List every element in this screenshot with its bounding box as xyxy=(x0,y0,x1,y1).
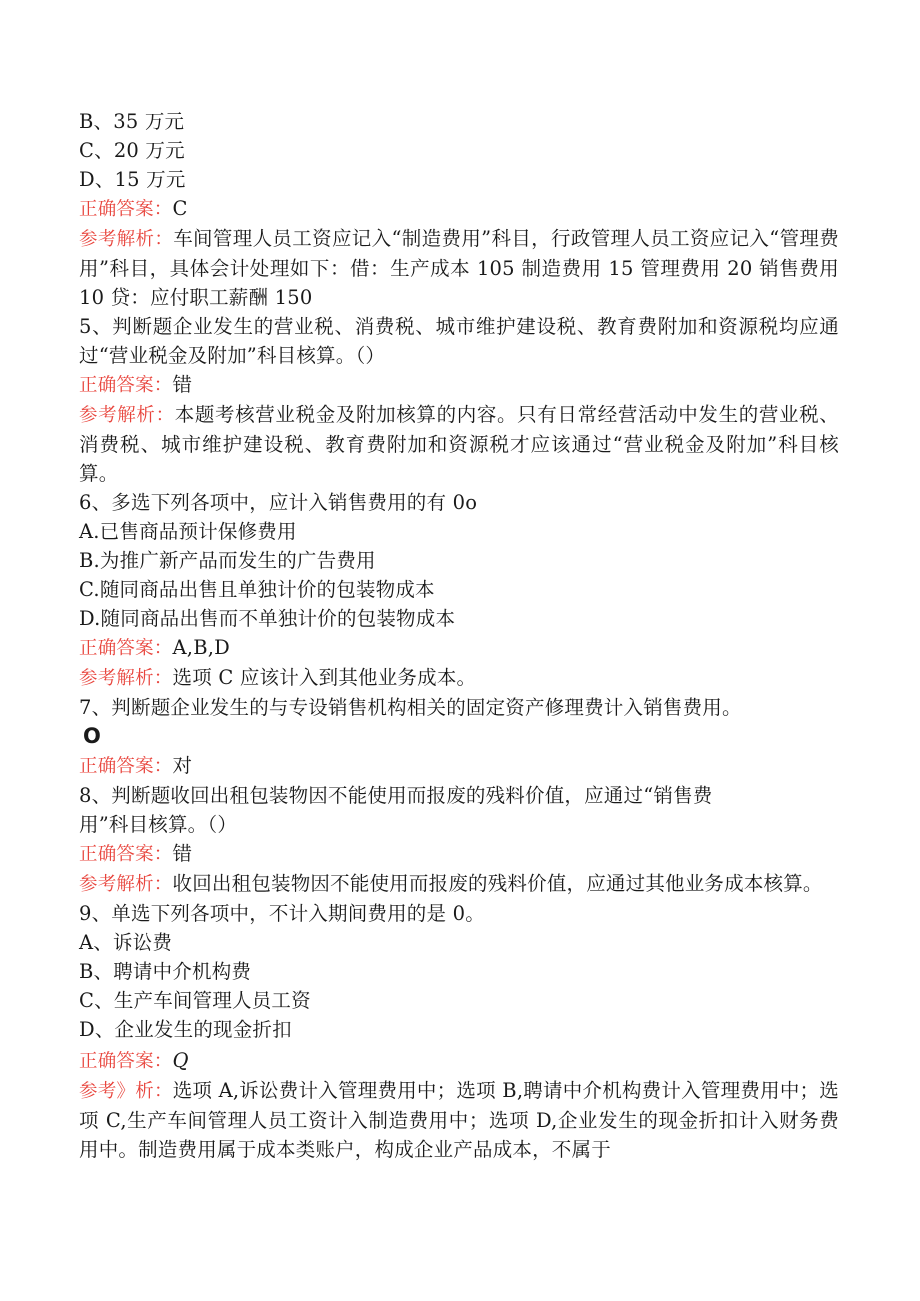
q9-question: 9、单选下列各项中，不计入期间费用的是 0。 xyxy=(79,902,485,925)
q8-analysis xyxy=(79,869,839,899)
answer-label: 正确答案： xyxy=(79,844,173,865)
answer-value: 错 xyxy=(172,842,193,865)
q7-blank-mark: O xyxy=(83,724,101,748)
analysis-label: 参考解析： xyxy=(79,229,174,250)
q5-question: 5、判断题企业发生的营业税、消费税、城市维护建设税、教育费附加和资源税均应通过“营业税金及附加”科目核算。（） xyxy=(79,315,839,367)
q5-answer xyxy=(79,370,839,400)
q6-analysis xyxy=(79,663,839,693)
q9-option-a: A、诉讼费 xyxy=(79,931,173,954)
analysis-text: 车间管理人员工资应记入“制造费用”科目，行政管理人员工资应记入“管理费用”科目，具体会计处理如下：借：生产成本 105 制造费用 15 管理费用 20 销售费用 10 贷：应付职工薪酬 150 xyxy=(79,227,839,309)
q6-question: 6、多选下列各项中，应计入销售费用的有 0o xyxy=(79,491,478,514)
q9-analysis xyxy=(79,1076,839,1164)
analysis-label: 参考解析： xyxy=(79,405,175,426)
q7-question: 7、判断题企业发生的与专设销售机构相关的固定资产修理费计入销售费用。 xyxy=(79,696,742,719)
q8-question-line1: 8、判断题收回出租包装物因不能使用而报废的残料价值，应通过“销售费 xyxy=(79,784,713,807)
answer-value: Q xyxy=(172,1049,189,1072)
answer-label: 正确答案： xyxy=(79,756,173,777)
analysis-label: 参考》析： xyxy=(79,1081,173,1102)
q6-option-b: B.为推广新产品而发生的广告费用 xyxy=(79,549,376,572)
analysis-text: 选项 C 应该计入到其他业务成本。 xyxy=(172,666,477,689)
analysis-text: 本题考核营业税金及附加核算的内容。只有日常经营活动中发生的营业税、消费税、城市维护建设税、教育费附加和资源税才应该通过“营业税金及附加”科目核算。 xyxy=(79,403,839,485)
answer-value: A,B,D xyxy=(172,636,230,659)
q6-answer xyxy=(79,633,839,663)
q4-analysis xyxy=(79,224,839,312)
q6-option-d: D.随同商品出售而不单独计价的包装物成本 xyxy=(79,607,456,630)
q7-answer xyxy=(79,751,839,781)
q8-answer xyxy=(79,839,839,869)
q4-option-c: C、20 万元 xyxy=(79,139,185,162)
answer-value: 错 xyxy=(172,373,193,396)
answer-value: 对 xyxy=(172,754,193,777)
q6-option-c: C.随同商品出售且单独计价的包装物成本 xyxy=(79,578,435,601)
q5-analysis xyxy=(79,400,839,488)
document-page xyxy=(79,107,839,1164)
q9-option-d: D、企业发生的现金折扣 xyxy=(79,1018,292,1041)
answer-label: 正确答案： xyxy=(79,638,173,659)
q4-answer xyxy=(79,194,839,224)
q9-option-b: B、聘请中介机构费 xyxy=(79,960,252,983)
q4-option-d: D、15 万元 xyxy=(79,168,186,191)
answer-label: 正确答案： xyxy=(79,1051,173,1072)
q9-answer xyxy=(79,1046,839,1076)
q9-option-c: C、生产车间管理人员工资 xyxy=(79,989,311,1012)
answer-label: 正确答案： xyxy=(79,375,173,396)
answer-value: C xyxy=(172,197,188,220)
analysis-text: 收回出租包装物因不能使用而报废的残料价值，应通过其他业务成本核算。 xyxy=(172,872,823,895)
answer-label: 正确答案： xyxy=(79,199,173,220)
q6-option-a: A.已售商品预计保修费用 xyxy=(79,520,297,543)
analysis-label: 参考解析： xyxy=(79,668,173,689)
analysis-label: 参考解析： xyxy=(79,874,173,895)
q8-question-line2: 用”科目核算。（） xyxy=(79,813,238,836)
q4-option-b: B、35 万元 xyxy=(79,110,185,133)
analysis-text: 选项 A,诉讼费计入管理费用中；选项 B,聘请中介机构费计入管理费用中；选项 C,生产车间管理人员工资计入制造费用中；选项 D,企业发生的现金折扣计入财务费用中。制造费用属于成本类账户，构成企业产品成本，不属于 xyxy=(79,1079,839,1161)
